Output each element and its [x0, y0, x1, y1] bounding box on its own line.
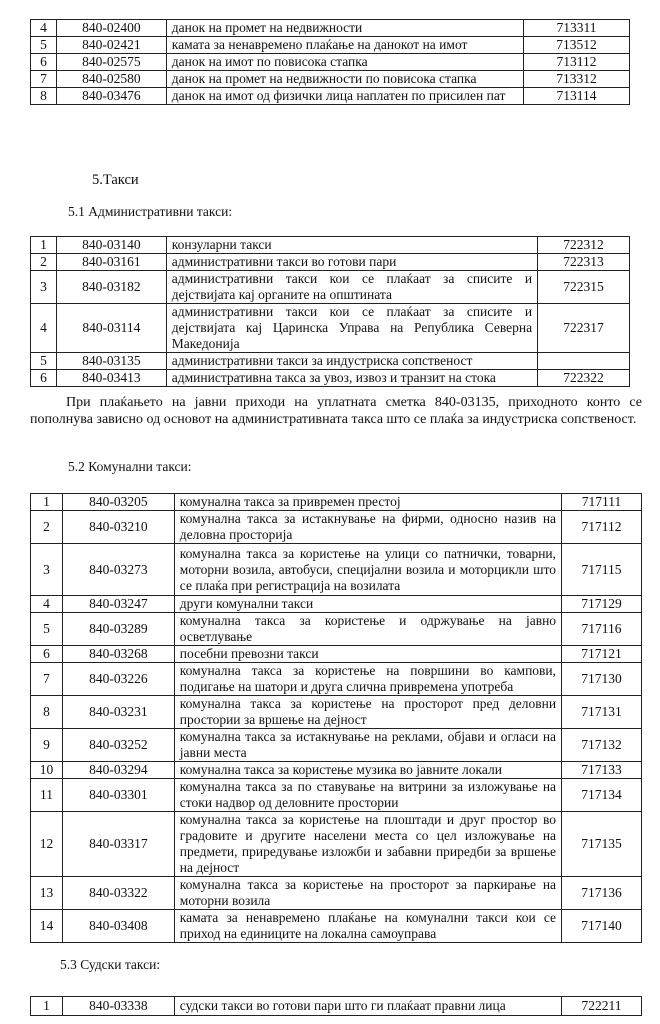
row-number: 4 — [31, 304, 57, 353]
table-row — [31, 494, 642, 511]
revenue-konto: 713312 — [524, 71, 630, 88]
account-code: 840-03317 — [62, 812, 174, 877]
row-number: 11 — [31, 779, 63, 812]
table-court-taxes — [30, 996, 642, 1016]
revenue-konto: 717133 — [562, 762, 642, 779]
account-code: 840-03268 — [62, 646, 174, 663]
description: комунална такса за користење на просторот за паркирање на моторни возила — [174, 877, 561, 910]
account-code: 840-03273 — [62, 544, 174, 596]
table-row — [31, 71, 630, 88]
description: камата за ненавремено плаќање на данокот на имот — [166, 37, 523, 54]
row-number: 1 — [31, 237, 57, 254]
revenue-konto: 722315 — [538, 271, 630, 304]
row-number: 5 — [31, 613, 63, 646]
revenue-konto: 717115 — [562, 544, 642, 596]
table-row — [31, 729, 642, 762]
revenue-konto: 722211 — [562, 997, 642, 1016]
table-row — [31, 353, 630, 370]
row-number: 4 — [31, 596, 63, 613]
row-number: 14 — [31, 910, 63, 943]
row-number: 5 — [31, 37, 57, 54]
account-code: 840-03226 — [62, 663, 174, 696]
revenue-konto: 713512 — [524, 37, 630, 54]
description: посебни превозни такси — [174, 646, 561, 663]
account-code: 840-03413 — [56, 370, 166, 387]
description: данок на имот по повисока стапка — [166, 54, 523, 71]
table-row — [31, 544, 642, 596]
table-row — [31, 271, 630, 304]
account-code: 840-02580 — [56, 71, 166, 88]
row-number: 12 — [31, 812, 63, 877]
description: комунална такса за истакнување на фирми, односно назив на деловна просторија — [174, 511, 561, 544]
description: камата за ненавремено плаќање на комунални такси кои се приход на единиците на локална самоуправа — [174, 910, 561, 943]
row-number: 9 — [31, 729, 63, 762]
account-code: 840-03114 — [56, 304, 166, 353]
revenue-konto: 722317 — [538, 304, 630, 353]
revenue-konto: 722322 — [538, 370, 630, 387]
section-5-title: 5.Такси — [92, 172, 139, 188]
revenue-konto: 717140 — [562, 910, 642, 943]
revenue-konto: 717135 — [562, 812, 642, 877]
description: комунална такса за истакнување на реклами, објави и огласи на јавни места — [174, 729, 561, 762]
revenue-konto: 717136 — [562, 877, 642, 910]
description: комунална такса за по ставување на витрини за изложување на стоки надвор од деловните простории — [174, 779, 561, 812]
table-row — [31, 54, 630, 71]
account-code: 840-03135 — [56, 353, 166, 370]
table-row — [31, 254, 630, 271]
revenue-konto: 722312 — [538, 237, 630, 254]
section-5-1-title: 5.1 Административни такси: — [68, 204, 233, 219]
row-number: 1 — [31, 997, 63, 1016]
table-row — [31, 910, 642, 943]
table-property-tax — [30, 19, 630, 105]
row-number: 6 — [31, 646, 63, 663]
account-code: 840-03161 — [56, 254, 166, 271]
description: данок на имот од физички лица наплатен по присилен пат — [166, 88, 523, 105]
row-number: 13 — [31, 877, 63, 910]
revenue-konto — [538, 353, 630, 370]
table-row — [31, 613, 642, 646]
table-communal-taxes — [30, 493, 642, 943]
account-code: 840-03301 — [62, 779, 174, 812]
table-row — [31, 20, 630, 37]
section-5-1-note: При плаќањето на јавни приходи на уплатната сметка 840-03135, приходното конто се пополнува зависно од основот на административната такса што се плаќа за индустриска сопственост. — [30, 395, 642, 427]
revenue-konto: 722313 — [538, 254, 630, 271]
account-code: 840-03205 — [62, 494, 174, 511]
table-row — [31, 304, 630, 353]
description: административни такси кои се плаќаат за списите и дејствијата кај Царинска Управа на Република Северна Македонија — [166, 304, 537, 353]
revenue-konto: 717111 — [562, 494, 642, 511]
account-code: 840-03289 — [62, 613, 174, 646]
account-code: 840-03322 — [62, 877, 174, 910]
table-row — [31, 762, 642, 779]
table-row — [31, 596, 642, 613]
table-row — [31, 37, 630, 54]
description: административни такси во готови пари — [166, 254, 537, 271]
row-number: 1 — [31, 494, 63, 511]
description: данок на промет на недвижности по повисока стапка — [166, 71, 523, 88]
description: конзуларни такси — [166, 237, 537, 254]
account-code: 840-03408 — [62, 910, 174, 943]
section-5-3-title: 5.3 Судски такси: — [60, 957, 161, 972]
account-code: 840-03247 — [62, 596, 174, 613]
table-row — [31, 997, 642, 1016]
revenue-konto: 713311 — [524, 20, 630, 37]
table-administrative-taxes — [30, 236, 630, 387]
account-code: 840-03140 — [56, 237, 166, 254]
table-row — [31, 877, 642, 910]
row-number: 5 — [31, 353, 57, 370]
revenue-konto: 717130 — [562, 663, 642, 696]
description: судски такси во готови пари што ги плаќаат правни лица — [174, 997, 561, 1016]
row-number: 2 — [31, 254, 57, 271]
row-number: 7 — [31, 71, 57, 88]
description: административни такси кои се плаќаат за списите и дејствијата кај органите на општината — [166, 271, 537, 304]
description: комунална такса за привремен престој — [174, 494, 561, 511]
account-code: 840-03294 — [62, 762, 174, 779]
description: комунална такса за користење на површини во кампови, подигање на шатори и друга слична привремена употреба — [174, 663, 561, 696]
revenue-konto: 717112 — [562, 511, 642, 544]
table-row — [31, 663, 642, 696]
revenue-konto: 717129 — [562, 596, 642, 613]
row-number: 3 — [31, 544, 63, 596]
description: административни такси за индустриска сопственост — [166, 353, 537, 370]
table-row — [31, 779, 642, 812]
description: данок на промет на недвижности — [166, 20, 523, 37]
account-code: 840-03338 — [62, 997, 174, 1016]
table-row — [31, 646, 642, 663]
account-code: 840-02421 — [56, 37, 166, 54]
description: комунална такса за користење и одржување на јавно осветлување — [174, 613, 561, 646]
account-code: 840-03210 — [62, 511, 174, 544]
revenue-konto: 717116 — [562, 613, 642, 646]
account-code: 840-02400 — [56, 20, 166, 37]
account-code: 840-03476 — [56, 88, 166, 105]
revenue-konto: 717134 — [562, 779, 642, 812]
revenue-konto: 713112 — [524, 54, 630, 71]
table-row — [31, 88, 630, 105]
table-row — [31, 237, 630, 254]
row-number: 6 — [31, 54, 57, 71]
row-number: 8 — [31, 696, 63, 729]
description: комунална такса за користење на плоштади и друг простор во градовите и другите населени места со цел изложување на предмети, приредување изложби и забавни приредби за вршење на дејност — [174, 812, 561, 877]
table-row — [31, 696, 642, 729]
row-number: 8 — [31, 88, 57, 105]
description: комунална такса за користење музика во јавните локали — [174, 762, 561, 779]
revenue-konto: 717131 — [562, 696, 642, 729]
revenue-konto: 717121 — [562, 646, 642, 663]
table-row — [31, 812, 642, 877]
table-row — [31, 370, 630, 387]
account-code: 840-03252 — [62, 729, 174, 762]
description: комунална такса за користење на улици со патнички, товарни, моторни возила, автобуси, специјални возила и моторцикли што се плаќа при регистрација на возилата — [174, 544, 561, 596]
description: други комунални такси — [174, 596, 561, 613]
section-5-2-title: 5.2 Комунални такси: — [68, 459, 192, 474]
account-code: 840-03231 — [62, 696, 174, 729]
row-number: 2 — [31, 511, 63, 544]
account-code: 840-03182 — [56, 271, 166, 304]
description: административна такса за увоз, извоз и транзит на стока — [166, 370, 537, 387]
row-number: 6 — [31, 370, 57, 387]
revenue-konto: 717132 — [562, 729, 642, 762]
row-number: 7 — [31, 663, 63, 696]
account-code: 840-02575 — [56, 54, 166, 71]
row-number: 10 — [31, 762, 63, 779]
row-number: 3 — [31, 271, 57, 304]
row-number: 4 — [31, 20, 57, 37]
table-row — [31, 511, 642, 544]
description: комунална такса за користење на просторот пред деловни простории за вршење на дејност — [174, 696, 561, 729]
revenue-konto: 713114 — [524, 88, 630, 105]
